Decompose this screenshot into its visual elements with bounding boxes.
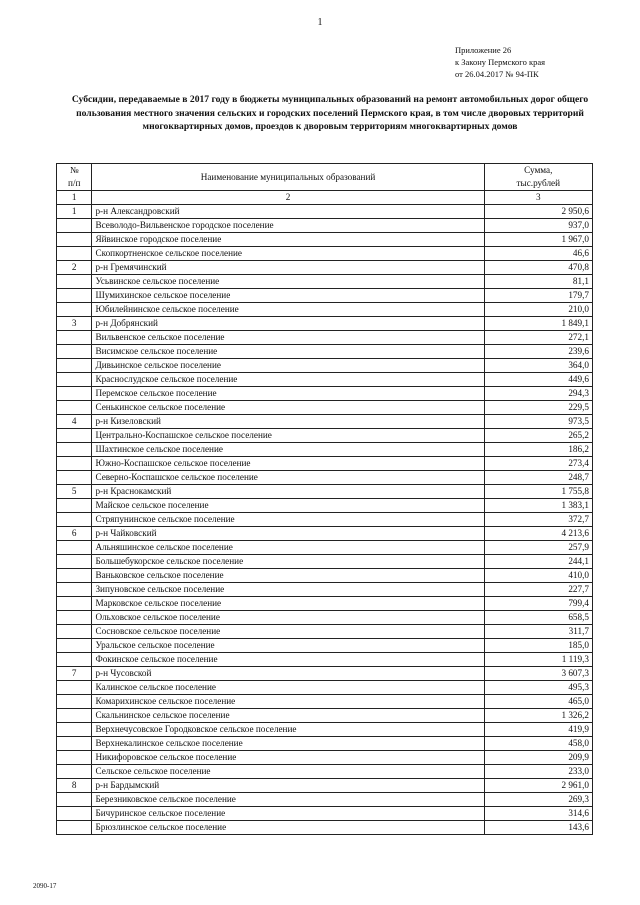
header-sum [484,164,592,191]
settlement-row [57,541,593,555]
municipality-name: Перемское сельское поселение [92,387,484,401]
district-row [57,261,593,275]
row-number: 7 [57,667,92,681]
document-title: Субсидии, передаваемые в 2017 году в бюджеты муниципальных образований на ремонт автомобильных дорог общего пользования местного значения сельских и городских поселений Пермского края, в том числе дворовых территорий многоквартирных домов, проездов к дворовым территориям многоквартирных домов [71,94,589,132]
row-number [57,653,92,667]
subsidy-amount: 1 326,2 [484,709,592,723]
settlement-row [57,331,593,345]
settlement-row [57,387,593,401]
table-body [57,205,593,835]
row-number [57,443,92,457]
municipality-name: Ваньковское сельское поселение [92,569,484,583]
subsidy-amount: 210,0 [484,303,592,317]
settlement-row [57,625,593,639]
subsidy-amount: 186,2 [484,443,592,457]
subsidy-amount: 179,7 [484,289,592,303]
district-row [57,317,593,331]
subsidy-amount: 229,5 [484,401,592,415]
row-number: 1 [57,205,92,219]
subsidy-amount: 470,8 [484,261,592,275]
subsidy-amount: 658,5 [484,611,592,625]
subsidy-amount: 185,0 [484,639,592,653]
municipality-name: Скальнинское сельское поселение [92,709,484,723]
settlement-row [57,723,593,737]
settlement-row [57,233,593,247]
subsidy-amount: 2 950,6 [484,205,592,219]
row-number [57,247,92,261]
municipality-name: Уральское сельское поселение [92,639,484,653]
settlement-row [57,359,593,373]
municipality-name: Марковское сельское поселение [92,597,484,611]
municipality-name: Фокинское сельское поселение [92,653,484,667]
settlement-row [57,555,593,569]
subsidy-amount: 364,0 [484,359,592,373]
header-number [57,164,92,191]
appendix-line-3: от 26.04.2017 № 94-ПК [455,69,539,79]
settlement-row [57,303,593,317]
municipality-name: Ольховское сельское поселение [92,611,484,625]
subsidy-amount: 458,0 [484,737,592,751]
row-number [57,793,92,807]
district-row [57,485,593,499]
subsidy-amount: 410,0 [484,569,592,583]
settlement-row [57,275,593,289]
appendix-line-1: Приложение 26 [455,45,512,55]
row-number [57,681,92,695]
row-number [57,499,92,513]
subsidy-amount: 2 961,0 [484,779,592,793]
municipality-name: р-н Чайковский [92,527,484,541]
municipality-name: Никифоровское сельское поселение [92,751,484,765]
subsidy-amount: 465,0 [484,695,592,709]
header-number-line-2: п/п [68,178,81,188]
municipality-name: Дивьинское сельское поселение [92,359,484,373]
district-row [57,667,593,681]
subsidy-amount: 314,6 [484,807,592,821]
subsidy-amount: 372,7 [484,513,592,527]
municipality-name: Шумихинское сельское поселение [92,289,484,303]
row-number [57,765,92,779]
settlement-row [57,611,593,625]
row-number [57,751,92,765]
district-row [57,415,593,429]
municipality-name: Северно-Коспашское сельское поселение [92,471,484,485]
subsidy-amount: 799,4 [484,597,592,611]
subsidy-amount: 3 607,3 [484,667,592,681]
settlement-row [57,443,593,457]
settlement-row [57,401,593,415]
subsidy-amount: 244,1 [484,555,592,569]
subsidy-amount: 248,7 [484,471,592,485]
subsidy-amount: 209,9 [484,751,592,765]
municipality-name: р-н Гремячинский [92,261,484,275]
subsidy-amount: 227,7 [484,583,592,597]
subsidy-amount: 1 755,8 [484,485,592,499]
row-number [57,233,92,247]
municipality-name: Верхнечусовское Городковское сельское поселение [92,723,484,737]
row-number: 2 [57,261,92,275]
subsidy-amount: 1 849,1 [484,317,592,331]
row-number [57,555,92,569]
row-number [57,359,92,373]
district-row [57,779,593,793]
row-number: 5 [57,485,92,499]
settlement-row [57,247,593,261]
column-number: 1 [57,191,92,205]
subsidy-amount: 143,6 [484,821,592,835]
municipality-name: Зипуновское сельское поселение [92,583,484,597]
settlement-row [57,471,593,485]
municipality-name: Майское сельское поселение [92,499,484,513]
page-number: 1 [317,17,323,28]
subsidy-amount: 239,6 [484,345,592,359]
settlement-row [57,457,593,471]
settlement-row [57,765,593,779]
settlement-row [57,821,593,835]
municipality-name: Стряпунинское сельское поселение [92,513,484,527]
header-number-line-1: № [69,165,79,175]
row-number: 8 [57,779,92,793]
municipality-name: р-н Краснокамский [92,485,484,499]
settlement-row [57,793,593,807]
municipality-name: Юбилейнинское сельское поселение [92,303,484,317]
settlement-row [57,513,593,527]
settlement-row [57,681,593,695]
settlement-row [57,373,593,387]
header-sum-line-2: тыс.рублей [516,178,561,188]
settlement-row [57,709,593,723]
subsidy-amount: 1 967,0 [484,233,592,247]
row-number [57,709,92,723]
municipality-name: Сельское сельское поселение [92,765,484,779]
subsidy-amount: 269,3 [484,793,592,807]
subsidy-amount: 81,1 [484,275,592,289]
settlement-row [57,219,593,233]
row-number [57,457,92,471]
subsidy-amount: 449,6 [484,373,592,387]
row-number [57,569,92,583]
subsidy-amount: 233,0 [484,765,592,779]
subsidy-amount: 495,3 [484,681,592,695]
municipality-name: Сосновское сельское поселение [92,625,484,639]
subsidy-table [56,163,593,835]
row-number [57,723,92,737]
municipality-name: Висимское сельское поселение [92,345,484,359]
row-number [57,597,92,611]
settlement-row [57,289,593,303]
row-number [57,401,92,415]
municipality-name: р-н Александровский [92,205,484,219]
row-number [57,695,92,709]
subsidy-amount: 4 213,6 [484,527,592,541]
municipality-name: Калинское сельское поселение [92,681,484,695]
row-number [57,611,92,625]
settlement-row [57,639,593,653]
row-number [57,821,92,835]
municipality-name: Верхнекалинское сельское поселение [92,737,484,751]
municipality-name: р-н Чусовской [92,667,484,681]
row-number [57,275,92,289]
district-row [57,205,593,219]
row-number [57,387,92,401]
row-number: 3 [57,317,92,331]
row-number [57,219,92,233]
subsidy-amount: 311,7 [484,625,592,639]
row-number [57,541,92,555]
row-number [57,639,92,653]
header-name: Наименование муниципальных образований [92,164,484,191]
subsidy-amount: 1 383,1 [484,499,592,513]
table-header-row [57,164,593,191]
municipality-name: Альняшинское сельское поселение [92,541,484,555]
settlement-row [57,429,593,443]
row-number [57,331,92,345]
municipality-name: Бичуринское сельское поселение [92,807,484,821]
municipality-name: Сенькинское сельское поселение [92,401,484,415]
appendix-line-2: к Закону Пермского края [455,57,546,67]
municipality-name: Комарихинское сельское поселение [92,695,484,709]
row-number [57,429,92,443]
settlement-row [57,653,593,667]
district-row [57,527,593,541]
row-number [57,807,92,821]
municipality-name: Шахтинское сельское поселение [92,443,484,457]
row-number [57,737,92,751]
municipality-name: Всеволодо-Вильвенское городское поселение [92,219,484,233]
subsidy-amount: 272,1 [484,331,592,345]
subsidy-amount: 257,9 [484,541,592,555]
row-number [57,289,92,303]
settlement-row [57,569,593,583]
appendix-block [455,44,545,80]
row-number [57,345,92,359]
row-number: 6 [57,527,92,541]
subsidy-amount: 419,9 [484,723,592,737]
row-number [57,471,92,485]
row-number [57,513,92,527]
subsidy-amount: 973,5 [484,415,592,429]
subsidy-amount: 294,3 [484,387,592,401]
subsidy-amount: 1 119,3 [484,653,592,667]
municipality-name: Южно-Коспашское сельское поселение [92,457,484,471]
municipality-name: Большебукорское сельское поселение [92,555,484,569]
subsidy-amount: 46,6 [484,247,592,261]
row-number [57,583,92,597]
municipality-name: р-н Бардымский [92,779,484,793]
municipality-name: Усьвинское сельское поселение [92,275,484,289]
settlement-row [57,499,593,513]
municipality-name: Скопкортненское сельское поселение [92,247,484,261]
row-number [57,625,92,639]
settlement-row [57,597,593,611]
settlement-row [57,807,593,821]
subsidy-amount: 273,4 [484,457,592,471]
settlement-row [57,583,593,597]
settlement-row [57,751,593,765]
municipality-name: Яйвинское городское поселение [92,233,484,247]
municipality-name: Брюзлинское сельское поселение [92,821,484,835]
municipality-name: Березниковское сельское поселение [92,793,484,807]
municipality-name: Центрально-Коспашское сельское поселение [92,429,484,443]
column-number: 2 [92,191,484,205]
settlement-row [57,737,593,751]
municipality-name: Краснослудское сельское поселение [92,373,484,387]
settlement-row [57,695,593,709]
subsidy-amount: 265,2 [484,429,592,443]
column-number: 3 [484,191,592,205]
row-number [57,373,92,387]
municipality-name: Вильвенское сельское поселение [92,331,484,345]
row-number: 4 [57,415,92,429]
footer-code: 2090-17 [33,882,57,890]
municipality-name: р-н Кизеловский [92,415,484,429]
subsidy-amount: 937,0 [484,219,592,233]
row-number [57,303,92,317]
municipality-name: р-н Добрянский [92,317,484,331]
header-sum-line-1: Сумма, [524,165,553,175]
settlement-row [57,345,593,359]
column-numbers-row [57,191,593,205]
